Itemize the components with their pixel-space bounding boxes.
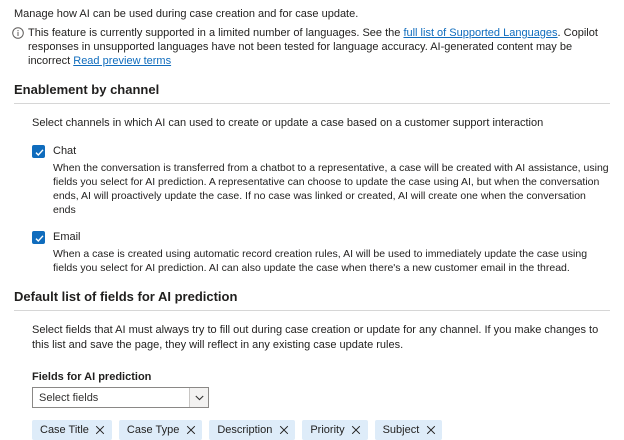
fields-select[interactable]: Select fields	[32, 387, 209, 408]
pill-label: Subject	[382, 424, 420, 436]
pill-label: Case Title	[40, 424, 89, 436]
chat-option-content	[53, 144, 610, 217]
pill-label: Priority	[310, 424, 345, 436]
email-option-content	[53, 230, 610, 275]
notice-text-part-1: This feature is currently supported in a limited number of languages. See the	[28, 27, 404, 39]
channel-option-chat[interactable]	[32, 144, 610, 217]
close-icon[interactable]	[95, 425, 106, 436]
chevron-down-icon[interactable]	[189, 388, 208, 407]
fields-section	[0, 289, 624, 440]
chat-checkbox[interactable]	[32, 145, 45, 158]
list-item[interactable]	[119, 420, 202, 440]
enablement-description: Select channels in which AI can used to create or update a case based on a customer support interaction	[32, 117, 544, 129]
email-checkbox[interactable]	[32, 231, 45, 244]
list-item[interactable]	[32, 420, 112, 440]
fields-description: Select fields that AI must always try to fill out during case creation or update for any channel. If you make changes to this list and save the page, they will reflect in any existing case update rules.	[32, 324, 599, 351]
fields-section-title: Default list of fields for AI prediction	[14, 289, 238, 304]
supported-languages-link[interactable]: full list of Supported Languages	[403, 27, 558, 39]
selected-fields-list	[32, 420, 610, 440]
list-item[interactable]	[209, 420, 295, 440]
close-icon[interactable]	[185, 425, 196, 436]
page-intro: Manage how AI can be used during case creation and for case update.	[14, 8, 359, 20]
pill-label: Description	[217, 424, 273, 436]
list-item[interactable]	[302, 420, 367, 440]
fields-for-ai-prediction-label: Fields for AI prediction	[32, 371, 152, 383]
close-icon[interactable]	[278, 425, 289, 436]
email-description: When a case is created using automatic record creation rules, AI will be used to immediately update the case using fields you select for AI prediction. AI can also update the case when there's a new customer email in the thread.	[53, 248, 588, 274]
enablement-section-body	[14, 104, 610, 275]
notice-text-part-2: . Copilot responses in unsupported languages have not been tested for language accuracy. AI-generated content may be incorrect	[28, 27, 598, 67]
chat-description: When the conversation is transferred from a chatbot to a representative, a case will be created with AI assistance, using fields you select for AI prediction. A representative can choose to update the case using AI, but when the conversation ends, AI will proactively update the case. If no case was linked or created, AI will create one when the conversation ends	[53, 162, 609, 216]
chat-label: Chat	[53, 145, 77, 157]
list-item[interactable]	[375, 420, 443, 440]
channel-option-email[interactable]	[32, 230, 610, 275]
preview-terms-link[interactable]: Read preview terms	[73, 55, 172, 67]
preview-notice	[0, 21, 624, 68]
close-icon[interactable]	[351, 425, 362, 436]
email-label: Email	[53, 231, 81, 243]
fields-section-body	[14, 311, 610, 440]
fields-select-wrap[interactable]	[32, 387, 209, 408]
info-icon	[12, 27, 24, 39]
close-icon[interactable]	[425, 425, 436, 436]
preview-notice-text	[28, 26, 610, 68]
pill-label: Case Type	[126, 424, 180, 436]
enablement-section	[0, 82, 624, 275]
enablement-section-title: Enablement by channel	[14, 82, 160, 97]
